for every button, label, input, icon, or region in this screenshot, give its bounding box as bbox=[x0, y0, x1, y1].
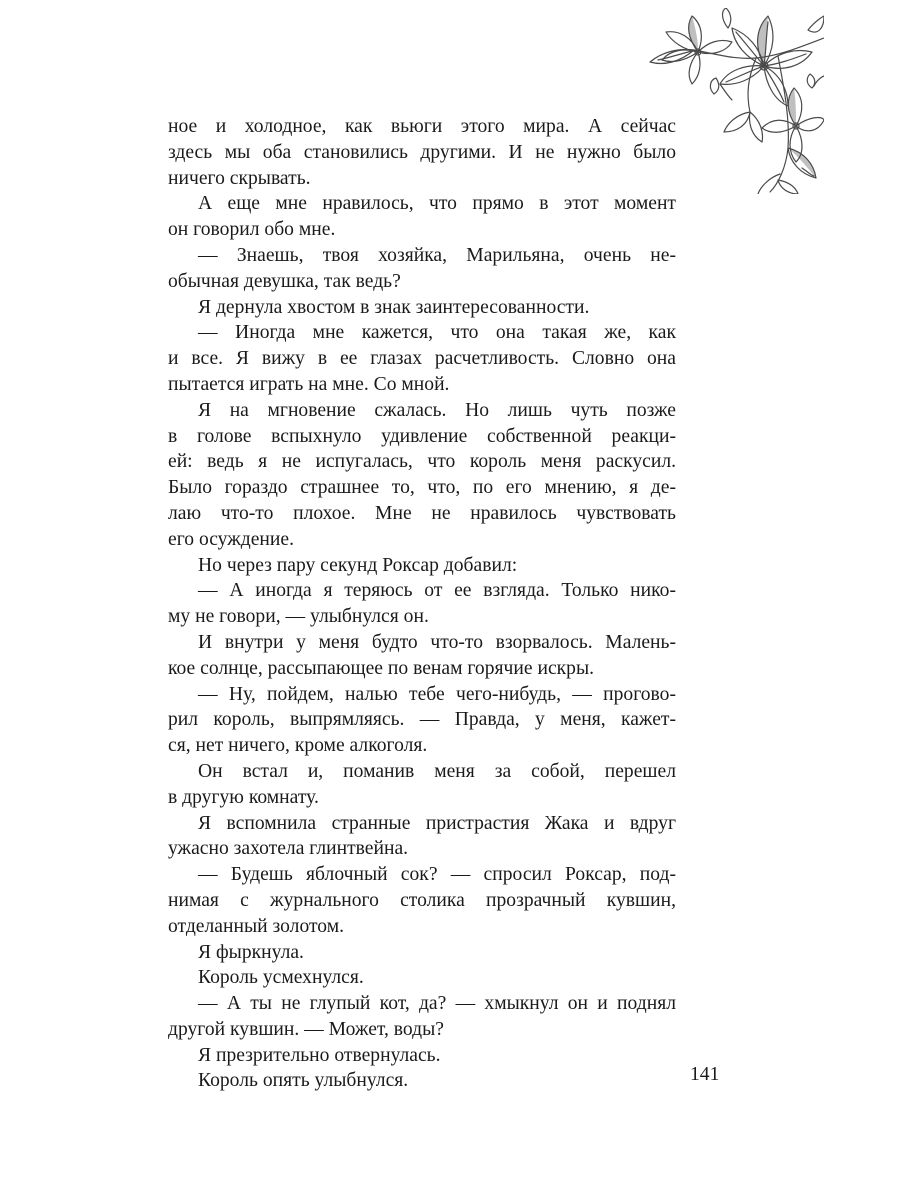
text-line: он говорил обо мне. bbox=[168, 219, 336, 241]
text-line: ей: ведь я не испугалась, что король меня раскусил. bbox=[168, 451, 676, 473]
text-line: — Знаешь, твоя хозяйка, Марильяна, очень не- bbox=[198, 244, 676, 266]
text-line: — А ты не глупый кот, да? — хмыкнул он и поднял bbox=[198, 993, 676, 1015]
text-line: Король опять улыбнулся. bbox=[198, 1070, 409, 1092]
text-line: ное и холодное, как вьюги этого мира. А сейчас bbox=[168, 116, 676, 137]
text-line: пытается играть на мне. Со мной. bbox=[168, 373, 450, 395]
text-line: Но через пару секунд Роксар добавил: bbox=[198, 554, 518, 576]
text-line: ужасно захотела глинтвейна. bbox=[168, 838, 409, 860]
text-line: Я дернула хвостом в знак заинтересованности. bbox=[198, 296, 590, 318]
text-line: обычная девушка, так ведь? bbox=[168, 270, 401, 292]
body-text bbox=[168, 114, 676, 1094]
text-line: в голове вспыхнуло удивление собственной реакци- bbox=[168, 425, 676, 447]
text-line: лаю что-то плохое. Мне не нравилось чувствовать bbox=[168, 502, 676, 524]
text-line: — Будешь яблочный сок? — спросил Роксар, под- bbox=[198, 864, 676, 886]
text-line: Было гораздо страшнее то, что, по его мнению, я де- bbox=[168, 477, 676, 499]
text-line: его осуждение. bbox=[168, 528, 294, 550]
text-line: Я вспомнила странные пристрастия Жака и вдруг bbox=[198, 812, 676, 834]
text-line: — Ну, пойдем, налью тебе чего-нибудь, — прогово- bbox=[198, 683, 676, 705]
text-line: Я на мгновение сжалась. Но лишь чуть позже bbox=[198, 399, 676, 421]
text-line: другой кувшин. — Может, воды? bbox=[168, 1018, 444, 1040]
text-line: А еще мне нравилось, что прямо в этот момент bbox=[198, 193, 676, 215]
text-line: — А иногда я теряюсь от ее взгляда. Только нико- bbox=[198, 580, 676, 602]
text-line: му не говори, — улыбнулся он. bbox=[168, 606, 429, 628]
text-line: Он встал и, поманив меня за собой, перешел bbox=[198, 760, 676, 782]
text-line: и все. Я вижу в ее глазах расчетливость. Словно она bbox=[168, 348, 676, 370]
text-line: ся, нет ничего, кроме алкоголя. bbox=[168, 735, 428, 757]
text-line: — Иногда мне кажется, что она такая же, как bbox=[198, 322, 676, 344]
text-line: Я презрительно отвернулась. bbox=[198, 1044, 441, 1066]
text-line: в другую комнату. bbox=[168, 786, 319, 808]
page-number: 141 bbox=[690, 1064, 720, 1085]
text-line: Король усмехнулся. bbox=[198, 967, 364, 989]
text-line: Я фыркнула. bbox=[198, 941, 304, 963]
text-line: нимая с журнального столика прозрачный кувшин, bbox=[168, 889, 676, 911]
text-line: И внутри у меня будто что-то взорвалось. Малень- bbox=[198, 631, 676, 653]
text-line: кое солнце, рассыпающее по венам горячие искры. bbox=[168, 657, 595, 679]
text-line: здесь мы оба становились другими. И не нужно было bbox=[168, 141, 676, 163]
text-line: ничего скрывать. bbox=[168, 167, 311, 189]
text-line: рил король, выпрямляясь. — Правда, у меня, кажет- bbox=[168, 709, 676, 731]
text-line: отделанный золотом. bbox=[168, 915, 345, 937]
